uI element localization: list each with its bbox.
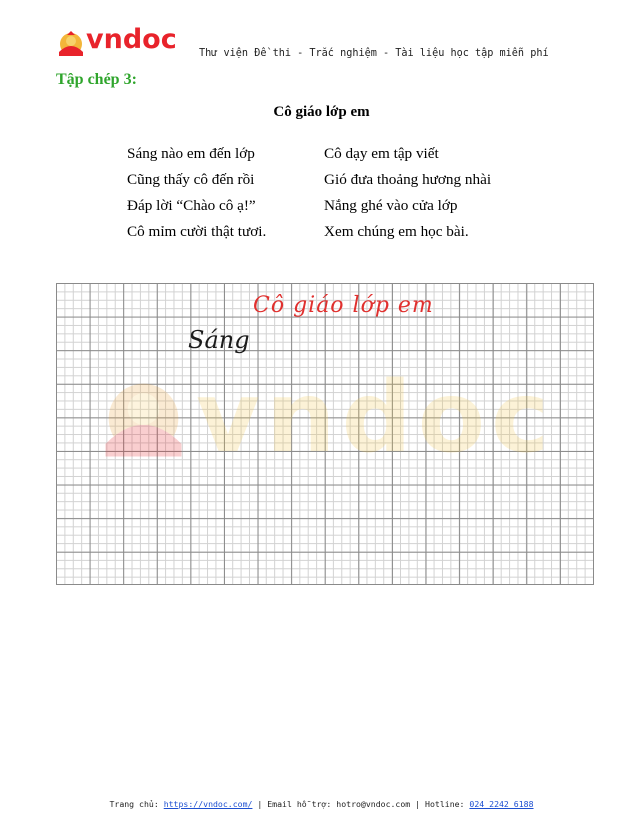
logo-text: vndoc	[86, 24, 177, 55]
verse-line: Xem chúng em học bài.	[324, 223, 469, 240]
footer-home-link[interactable]: https://vndoc.com/	[163, 799, 253, 809]
verse-line: Cô dạy em tập viết	[324, 145, 439, 162]
handwriting-sample-word: Sáng	[188, 326, 250, 354]
section-title: Tập chép 3:	[56, 71, 137, 88]
watermark-mascot-icon	[96, 371, 191, 466]
handwriting-title: Cô giáo lớp em	[253, 293, 434, 318]
verse-line: Đáp lời “Chào cô ạ!”	[127, 197, 256, 214]
footer-hotline[interactable]: 024 2242 6188	[469, 799, 534, 809]
verse-line: Sáng nào em đến lớp	[127, 145, 255, 162]
footer-separator: |	[415, 799, 421, 809]
footer-hotline-label: Hotline:	[425, 799, 465, 809]
vndoc-logo[interactable]	[56, 24, 186, 62]
footer-email-label: Email hỗ trợ:	[267, 799, 332, 809]
footer	[0, 799, 643, 809]
verse-line: Cũng thấy cô đến rồi	[127, 171, 255, 188]
footer-home-label: Trang chủ:	[109, 799, 159, 809]
verse-line: Gió đưa thoảng hương nhài	[324, 171, 492, 188]
mascot-icon	[56, 30, 86, 58]
footer-email[interactable]: hotro@vndoc.com	[336, 799, 411, 809]
verse-line: Cô mỉm cười thật tươi.	[127, 223, 267, 240]
vndoc-watermark	[96, 361, 556, 475]
verse-line: Nắng ghé vào cửa lớp	[324, 197, 458, 214]
handwriting-practice-grid	[56, 283, 594, 585]
header-tagline: Thư viện Đề thi - Trắc nghiệm - Tài liệu học tập miễn phí	[199, 48, 549, 59]
poem-title: Cô giáo lớp em	[273, 104, 370, 120]
watermark-text: vndoc	[196, 361, 556, 475]
footer-separator: |	[257, 799, 263, 809]
